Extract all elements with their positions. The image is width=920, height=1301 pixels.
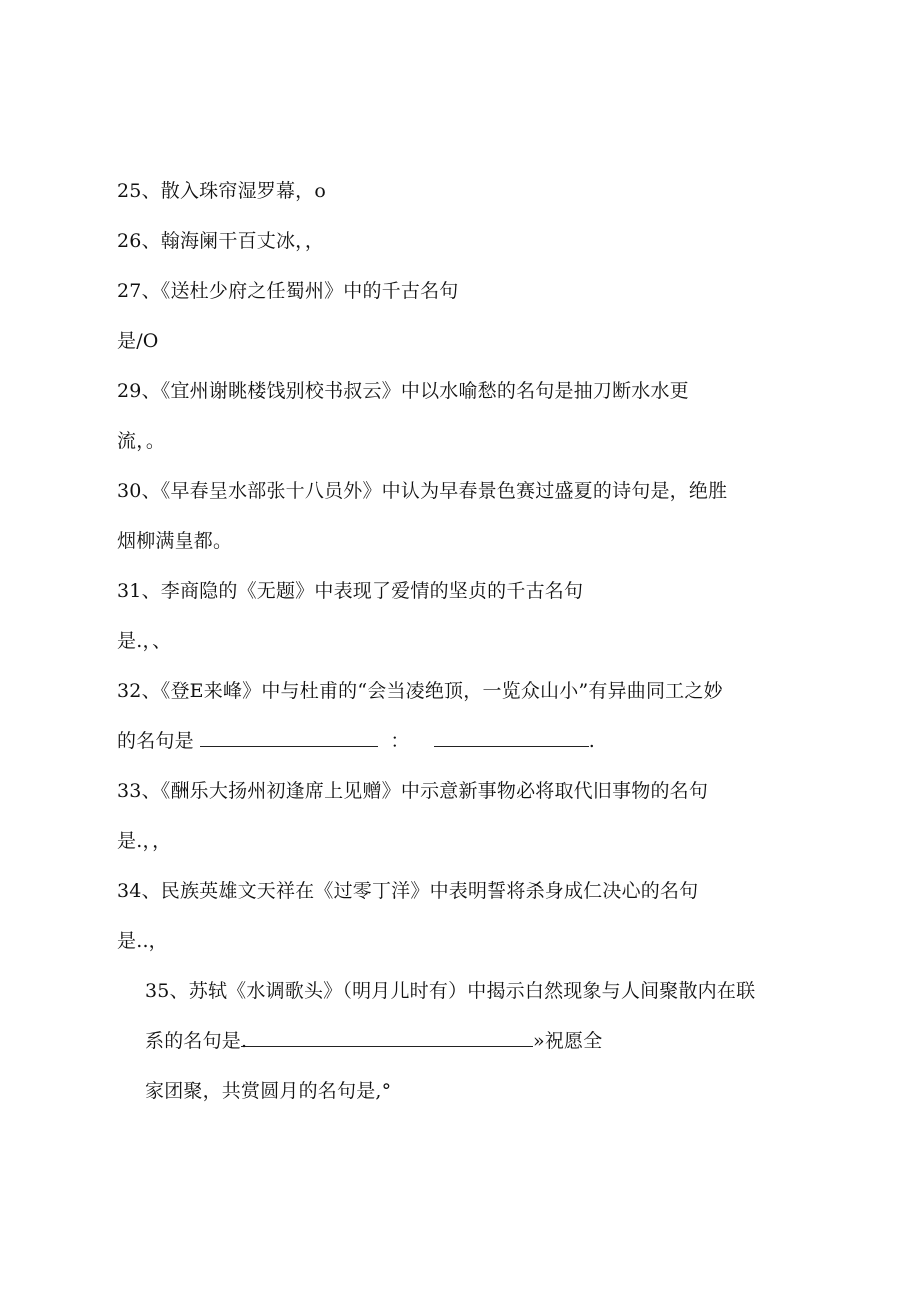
- question-32-prefix: 的名句是: [117, 730, 194, 752]
- question-34: 34、民族英雄文天祥在《过零丁洋》中表明誓将杀身成仁决心的名句: [117, 880, 699, 902]
- question-35-suffix: »祝愿全: [533, 1030, 603, 1052]
- question-29-cont: 流，。: [117, 430, 166, 452]
- question-35-prefix: 系的名句是: [145, 1030, 242, 1052]
- question-34-answer: 是..，: [117, 930, 168, 952]
- question-32-answer-line: [117, 728, 595, 754]
- fill-blank[interactable]: [241, 1028, 533, 1052]
- question-25: 25、散入珠帘湿罗幕，o: [117, 180, 327, 202]
- question-29: 29、《宜州谢眺楼饯别校书叔云》中以水喻愁的名句是抽刀断水水更: [117, 380, 689, 402]
- question-31-answer: 是.，、: [117, 630, 172, 652]
- question-35: 35、苏轼《水调歌头》（明月儿时有）中揭示白然现象与人间聚散内在联: [145, 980, 756, 1002]
- question-30: 30、《早春呈水部张十八员外》中认为早春景色赛过盛夏的诗句是，绝胜: [117, 480, 728, 502]
- question-27: 27、《送杜少府之任蜀州》中的千古名句: [117, 280, 459, 302]
- question-33-answer: 是.，，: [117, 830, 172, 852]
- question-30-cont: 烟柳满皇都。: [117, 530, 233, 552]
- question-35-answer-line: [145, 1028, 602, 1054]
- question-27-answer: 是/O: [117, 330, 159, 352]
- question-26: 26、翰海阑干百丈冰，，: [117, 230, 325, 252]
- fill-blank[interactable]: [200, 728, 378, 747]
- fill-blank[interactable]: [434, 728, 589, 747]
- question-32-end: .: [588, 730, 596, 752]
- question-33: 33、《酬乐大扬州初逢席上见赠》中示意新事物必将取代旧事物的名句: [117, 780, 709, 802]
- question-35-cont: 家团聚，共赏圆月的名句是,°: [145, 1080, 392, 1102]
- question-32-colon: ：: [390, 730, 410, 752]
- question-35-dot: .: [241, 1030, 248, 1052]
- question-31: 31、李商隐的《无题》中表现了爱情的坚贞的千古名句: [117, 580, 584, 602]
- question-32: 32、《登E来峰》中与杜甫的“会当凌绝顶，一览众山小”有异曲同工之妙: [117, 680, 723, 702]
